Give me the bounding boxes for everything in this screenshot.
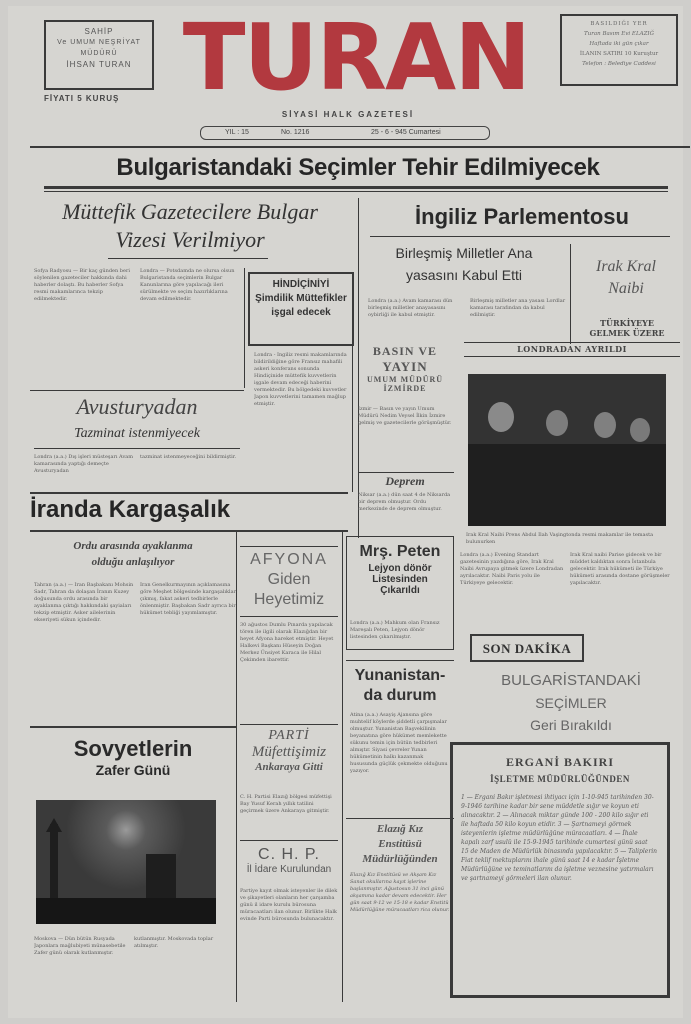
headline-hindicini: HİNDİÇİNİYİ Şimdilik Müttefikler işgal edecek	[255, 279, 347, 318]
headline-line: Heyetimiz	[253, 591, 325, 608]
headline-line: YAYIN	[382, 359, 428, 374]
article-body: kutlanmıştır. Moskovada toplar atılmıştır.	[134, 936, 214, 949]
son-dakika-text: SON DAKİKA	[482, 641, 572, 656]
headline-line: TÜRKİYEYE	[600, 318, 654, 328]
headline-line: olduğu anlaşılıyor	[91, 556, 175, 568]
headline-line: AFYONA	[250, 551, 328, 568]
issue-number: No. 1216	[281, 129, 310, 136]
headline-line: Geri Bırakıldı	[530, 717, 612, 733]
masthead: TURAN	[182, 4, 530, 111]
headline-line: İŞLETME MÜDÜRLÜĞÜNDEN	[490, 774, 630, 784]
publisher-line: Turan Basım Evi ELAZIĞ	[584, 31, 654, 37]
article-body: İzmir — Basın ve yayın Umum Müdürü Nedim Veysel İlkin İzmire gelmiş ve gazetecilerle görüşmüştür.	[358, 406, 452, 426]
article-body: Londra (a.a.) Mahkum olan Fransız Mareşalı Peten, Lejyon dönör listesinden çıkarılmıştır.	[350, 620, 440, 640]
ad-body: 1 — Ergani Bakır işletmesi ihtiyacı için 1-10-945 tarihinden 30-9-1946 tarihine kadar bir sene müddetle sığır ve koyun eti alınacaktır. 2 — Alınacak miktar günde 100 - 200 kilo sığır eti ile haftada 50 kilo koyun etidir. 3 — Şartnameyi görmek isteyenlerin işletme müdürlüğüne müracaatları. 4 — İhale kapalı zarf usulü ile 15-9-1945 tarihinde cumartesi günü saat 15 de Maden de Müdürlük binasında yapılacaktır. 5 — Taliplerin Fiat teklif mektuplarını ihale günü saat 14 e kadar İşletme Müdürlüğüne ve teminatlarını da işletme veznesine yatırmaları ve şartnameyi görmeleri ilan olunur.	[461, 794, 657, 882]
headline-line: Naibi	[608, 280, 644, 297]
headline-irak-sub3: LONDRADAN AYRILDI	[517, 344, 627, 354]
headline-line: Çıkarıldı	[380, 585, 420, 596]
article-body: Elazığ Kız Enstitüsü ve Akşam Kız Sanat okullarına kayıt işlerine başlanmıştır. Ağustosun 31 inci günü akşamına kadar devam edecektir. Her gün saat 9-12 ve 15-18 e kadar Enstitü Müdürlüğüne müracaatları rica olunur.	[350, 872, 450, 913]
headline-line: BULGARİSTANDAKİ	[501, 672, 641, 689]
headline-avusturya: Avusturyadan	[76, 394, 198, 419]
publisher-line: BASILDIĞI YER	[590, 21, 648, 27]
headline-line: GELMEK ÜZERE	[589, 328, 665, 338]
banner-headline: Bulgaristandaki Seçimler Tehir Edilmiyecek	[116, 154, 600, 181]
headline-line: SEÇİMLER	[535, 695, 607, 711]
headline-line: UMUM MÜDÜRÜ	[366, 375, 444, 384]
article-body: Sofya Radyosu — Bir kaç günden beri söylenilen gazeteciler hakkında dahi haberler dolaştı. Bu haberler Sofya resmi makamlarınca tekzip edilmektedir.	[34, 268, 130, 302]
headline-sovyet	[30, 736, 236, 778]
article-body: Irak Kral naibi Parise gidecek ve bir müddet kaldıktan sonra İstanbula gelecektir. Irak hükümeti ile Türkiye hükümeti arasında dostane görüşmeler yapılacaktır.	[570, 552, 670, 586]
headline-ingiliz: İngiliz Parlementosu	[415, 204, 629, 229]
article-body: Londra (a.a.) Avam kamarası dün birleşmiş milletler anayasasını oybirliği ile kabul etmiştir.	[368, 298, 453, 318]
article-body: Londra — Potsdamda ne olursa olsun Bulgaristanda seçimlerin Bulgar Kanunlarına göre yapılacağı ileri sürülmekte ve seçim hazırlıklarına devam edilmektedir.	[140, 268, 235, 302]
headline-line: Sovyetlerin	[73, 736, 193, 761]
photo-caption: Irak Kral Naibi Prens Abdul İlah Vaşingtonda resmi makamlar ile temasta bulunurken	[466, 532, 654, 545]
headline-afyona	[236, 550, 342, 610]
article-body: C. H. Partisi Elazığ bölgesi müfettişi Bay Yusuf Kerah yıllık tatilini geçirmek üzere Ankaraya gitmiştir.	[240, 794, 332, 814]
headline-elazig	[346, 822, 454, 867]
issue-year: YIL : 15	[225, 129, 249, 136]
headline-line: C. H. P.	[258, 846, 320, 863]
owner-line: Ve UMUM NEŞRİYAT	[57, 39, 141, 46]
owner-line: SAHİP	[84, 27, 114, 36]
issue-date: 25 - 6 - 945 Cumartesi	[371, 129, 441, 136]
headline-line: Ankaraya Gitti	[255, 761, 323, 773]
article-body: Niksar (a.a.) dün saat 4 de Niksarda bir deprem olmuştur. Ordu merkezinde de deprem olmuştur.	[358, 492, 451, 512]
article-body: Londra (a.a.) Evening Standart gazetesinin yazdığına göre, Irak Kral Naibi Avrupaya gitmek üzere Londradan ayrılacaktır. Naibi Paris yolu ile Türkiyeye gelecektir.	[460, 552, 564, 586]
headline-line: Mrş. Peten	[359, 543, 441, 560]
article-body: 30 ağustos Dumlu Pınarda yapılacak tören ile ilgili olarak Elazığdan bir heyet Afyona hareket etmiştir. Heyet Halkevi Başkanı Hüseyin Doğan Merkez Ünsiyet Karaca ile Hilal Çekimden ibarettir.	[240, 622, 334, 663]
headline-basin	[352, 344, 458, 393]
publisher-line: İLANIN SATIRI 10 Kuruştur	[579, 51, 659, 57]
paper-subtitle: SİYASİ HALK GAZETESİ	[281, 110, 415, 119]
headline-line: da durum	[363, 687, 437, 704]
headline-line: İl İdare Kurulundan	[246, 864, 332, 875]
publisher-box	[560, 14, 678, 86]
headline-iran: İranda Kargaşalık	[30, 496, 231, 523]
headline-line: Zafer Günü	[95, 762, 171, 778]
ergani-ad	[450, 742, 670, 998]
headline-line: Giden	[267, 571, 311, 588]
owner-box	[44, 20, 154, 90]
article-body: Londra (a.a.) Dış işleri müsteşarı Avam kamarasında yaptığı demeçte Avusturyadan	[34, 454, 133, 474]
headline-chp	[236, 846, 342, 875]
photo-kremlin-fireworks	[36, 800, 216, 924]
headline-avusturya-sub: Tazminat istenmiyecek	[74, 426, 200, 441]
headline-line: Enstitüsü	[378, 838, 422, 850]
article-body: Tahran (a.a.) — İran Başbakanı Mohsin Sadr, Tahran da dolaşan İranın Kuzey doğusunda ordu arasında bir ayaklanma çıktığı hakkındaki şayiaları tekzip etmiştir. Asker ailelerinin ekseriyeti sükun içindedir.	[34, 582, 134, 623]
headline-line: ERGANİ BAKIRI	[505, 755, 614, 769]
owner-line: MÜDÜRÜ	[80, 50, 118, 57]
headline-son-dakika	[460, 670, 682, 736]
headline-line: Birleşmiş Milletler Ana	[395, 245, 533, 261]
headline-line: Ordu arasında ayaklanma	[73, 540, 193, 552]
article-body: Birleşmiş milletler ana yasası Lordlar kamarası tarafından da kabul edilmiştir.	[470, 298, 566, 318]
headline-line: Yunanistan-	[354, 667, 446, 684]
headline-line: İZMİRDE	[383, 384, 427, 393]
headline-line: Müfettişimiz	[251, 744, 327, 760]
headline-line: Lejyon dönör	[368, 563, 432, 574]
photo-irak-regent	[468, 374, 666, 526]
headline-yunanistan	[346, 666, 454, 706]
article-body: tazminat istenmeyeceğini bildirmiştir.	[140, 454, 237, 460]
headline-line: Müdürlüğünden	[362, 853, 438, 865]
headline-parti	[236, 728, 342, 773]
headline-line: BASIN VE	[372, 344, 438, 358]
hindicini-box	[248, 272, 354, 346]
headline-irak	[574, 256, 678, 300]
headline-deprem: Deprem	[385, 474, 425, 488]
publisher-line: Haftada iki gün çıkar	[589, 41, 649, 47]
owner-line: İHSAN TURAN	[66, 60, 132, 69]
publisher-line: Telefon : Belediye Caddesi	[582, 61, 656, 67]
headline-line: Elazığ Kız	[376, 823, 424, 835]
article-body: Atina (a.a.) Asayiş Ajansına göre muhtelif köylerde şiddetli çarpışmalar olmuştur. Yunanistan Başvekilinin beyanatına göre hükümet memlekette sükunu temin için bütün tedbirleri almıştır. Siyasi çevreler Yunan hükümetinin halkı kazanmak hususunda güçlük çekmekte olduğunu yazıyor.	[350, 712, 448, 774]
article-body: Partiye kayıt olmak isteyenler ile dilek ve şikayetleri olanların her çarşamba günü il idare kurulu bürosuna müracaatları ilan olunur. Birlikte Halk evinde Parti bürosunda bulunacaktır.	[240, 888, 338, 922]
headline-ingiliz-sub	[364, 242, 564, 286]
headline-iran-sub	[30, 538, 236, 570]
son-dakika-label	[470, 634, 584, 662]
headline-line: Irak Kral	[596, 258, 656, 275]
headline-line: yasasını Kabul Etti	[406, 267, 522, 283]
issue-bar	[200, 126, 490, 140]
headline-line: PARTİ	[268, 728, 310, 743]
headline-line: Vizesi Verilmiyor	[115, 227, 265, 252]
headline-line: Müttefik Gazetecilere Bulgar	[62, 199, 318, 224]
article-body: Moskova — Dün bütün Rusyada Japonlara mağlubiyeti münasebetile Zafer günü olarak kutlanmıştır.	[34, 936, 126, 956]
newspaper-page	[8, 6, 683, 1018]
headline-line: Listesinden	[372, 574, 428, 585]
article-body: Londra - İngiliz resmi makamlarında bildirildiğine göre Fransız mahafili askeri konferans sonunda Hindiçinide müttefik kuvvetlerin işgale devam edeceği haberini vermektedir. Bu bölgedeki kuvvetler Japon kuvvetlerini tamamen mağlup etmiştir.	[254, 352, 347, 407]
article-body: İran Genelkurmayının açıklamasına göre Meşhet bölgesinde kargaşalıklar çıkmış, fakat askeri tedbirlerle önlenmiştir. Başbakan Sadr ayrıca bir hükümet tebliği yayımlamıştır.	[140, 582, 236, 616]
price-label: FİYATI 5 KURUŞ	[44, 94, 120, 103]
headline-irak-sub	[574, 318, 680, 338]
headline-muttefik	[30, 198, 350, 254]
